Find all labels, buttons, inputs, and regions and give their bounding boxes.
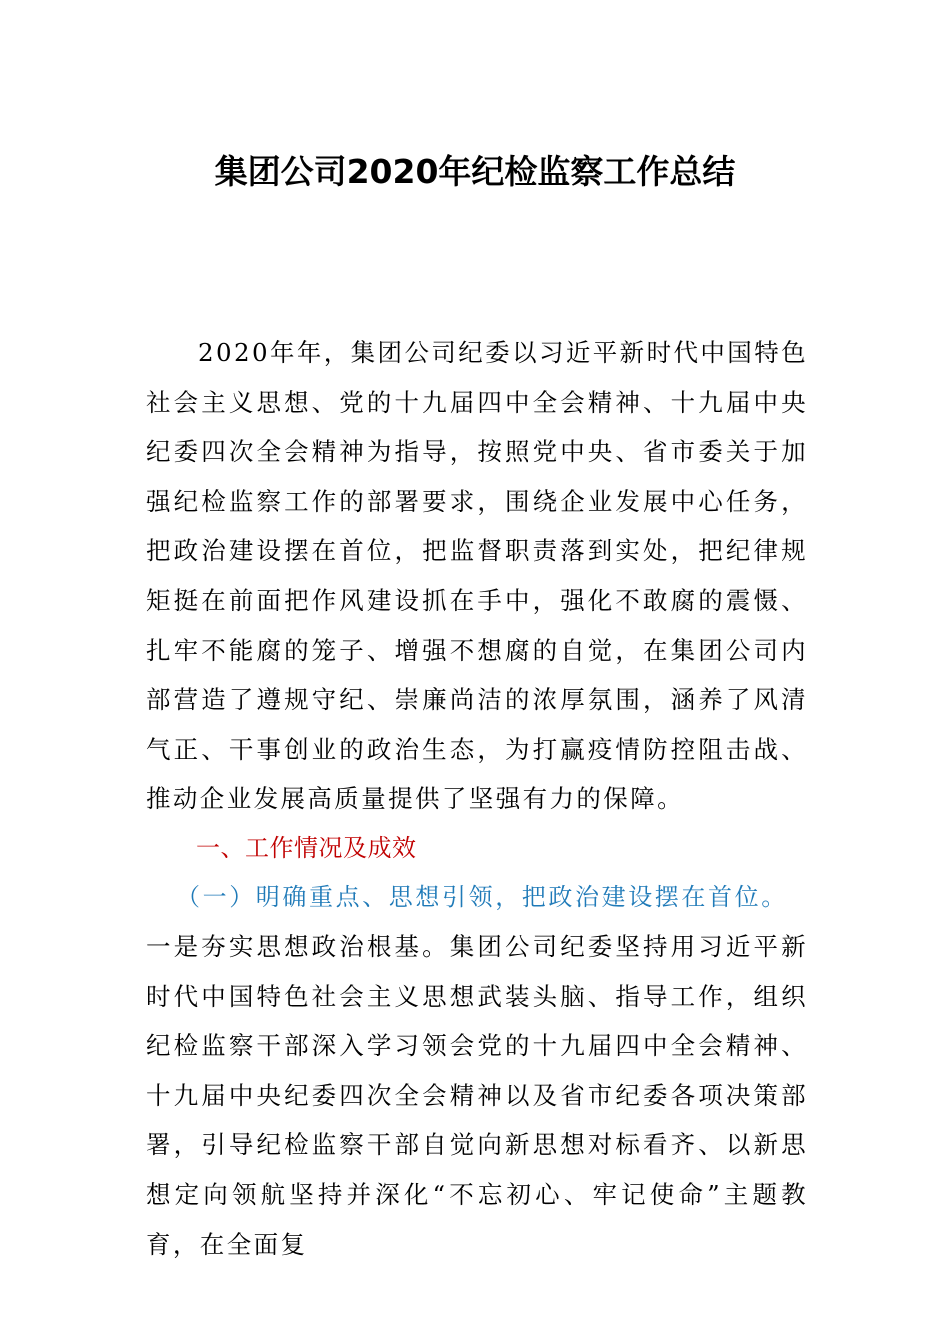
intro-paragraph: 2020年年，集团公司纪委以习近平新时代中国特色社会主义思想、党的十九届四中全会精神、十九届中央纪委四次全会精神为指导，按照党中央、省市委关于加强纪检监察工作的部署要求，围绕企业发展中心任务，把政治建设摆在首位，把监督职责落到实处，把纪律规矩挺在前面把作风建设抓在手中，强化不敢腐的震慑、扎牢不能腐的笼子、增强不想腐的自觉，在集团公司内部营造了遵规守纪、崇廉尚洁的浓厚氛围，涵养了风清气正、干事创业的政治生态，为打赢疫情防控阻击战、推动企业发展高质量提供了坚强有力的保障。 xyxy=(146,338,808,814)
section-heading: 一、工作情况及成效 xyxy=(196,834,417,862)
subsection-heading: （一）明确重点、思想引领，把政治建设摆在首位。 xyxy=(176,883,788,911)
section-paragraph: 一是夯实思想政治根基。集团公司纪委坚持用习近平新时代中国特色社会主义思想武装头脑、指导工作，组织纪检监察干部深入学习领会党的十九届四中全会精神、十九届中央纪委四次全会精神以及省市纪委各项决策部署，引导纪检监察干部自觉向新思想对标看齐、以新思想定向领航坚持并深化“不忘初心、牢记使命”主题教育，在全面复 xyxy=(146,932,808,1259)
document-title: 集团公司2020年纪检监察工作总结 xyxy=(214,152,736,191)
